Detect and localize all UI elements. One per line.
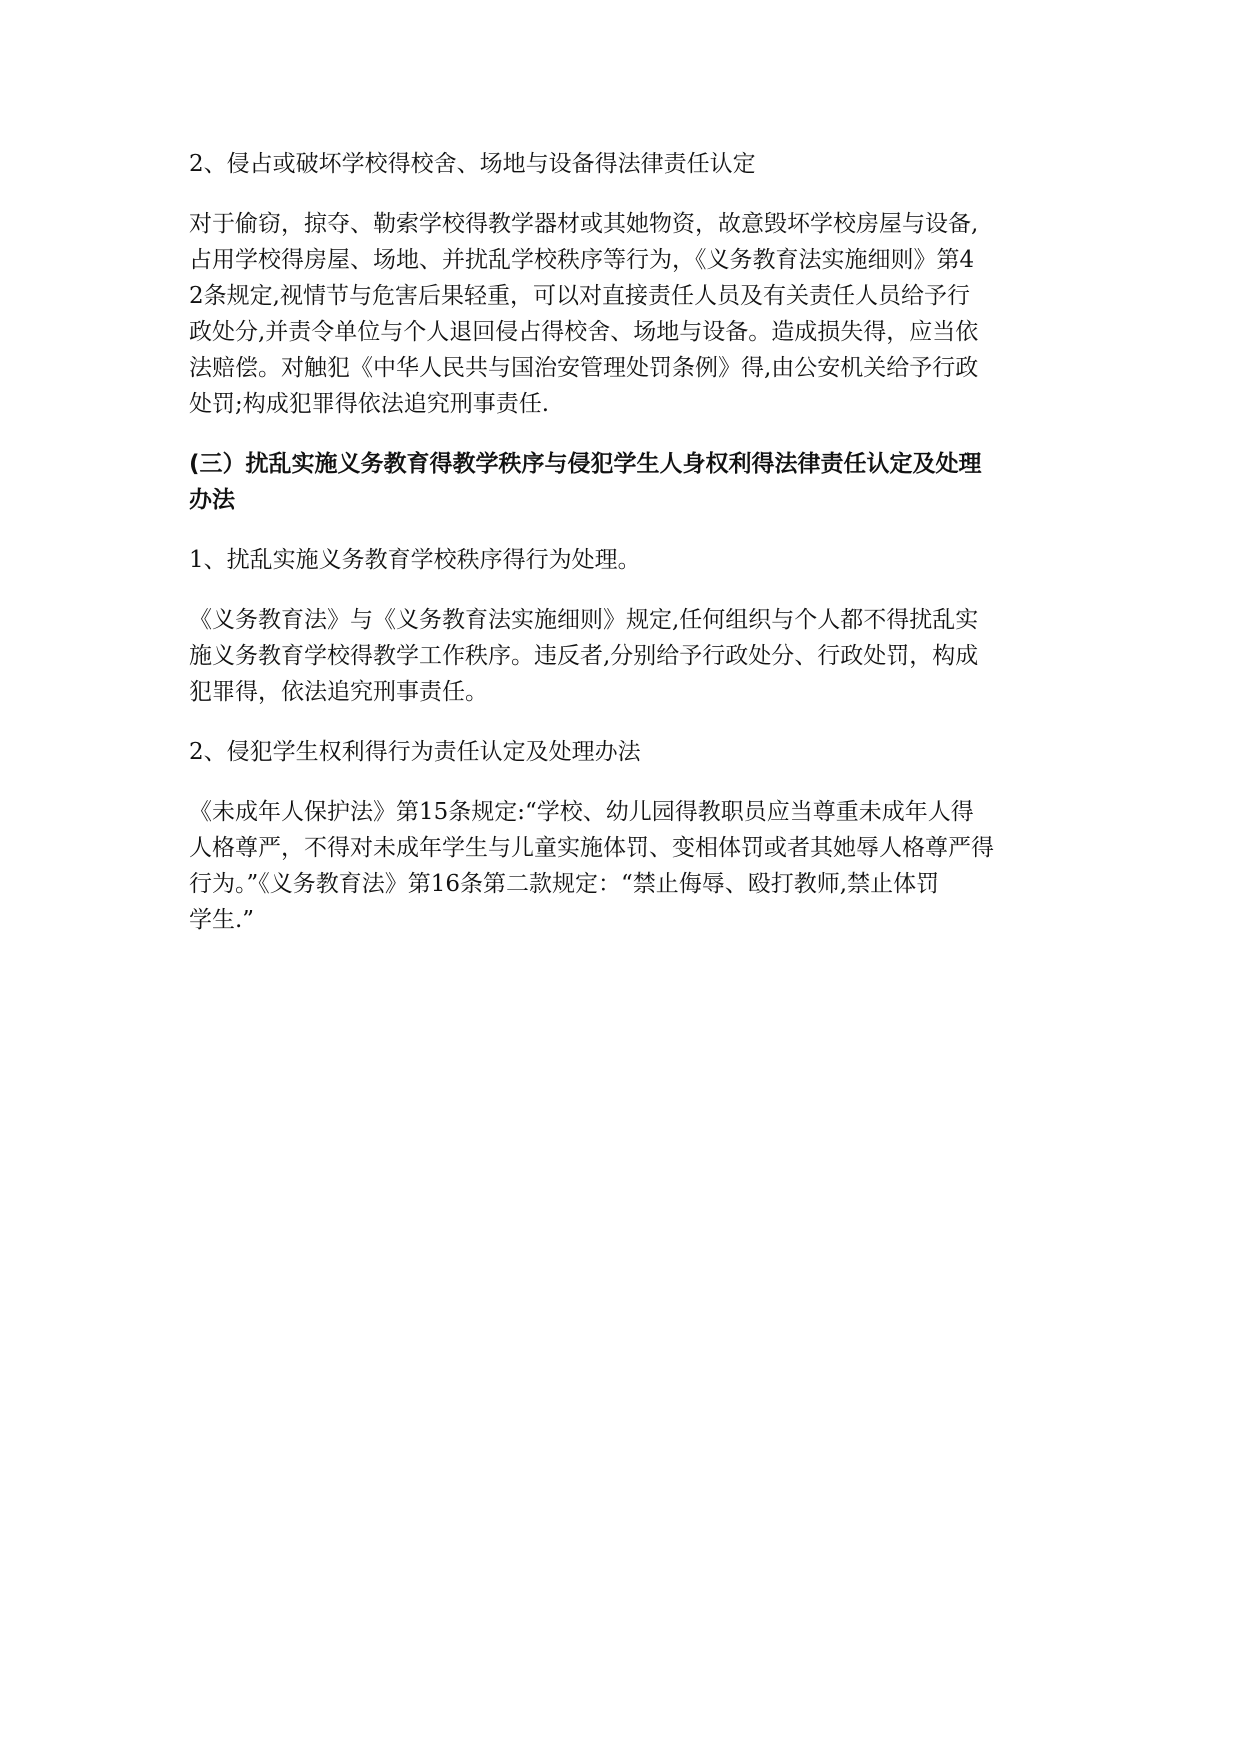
paragraph-line: 施义务教育学校得教学工作秩序。违反者,分别给予行政处分、行政处罚，构成 — [189, 643, 979, 669]
paragraph-line: 学生.” — [189, 907, 255, 933]
item-1-body — [189, 602, 1051, 710]
paragraph-line: 《未成年人保护法》第15条规定:“学校、幼儿园得教职员应当尊重未成年人得 — [189, 799, 974, 825]
paragraph-line: 《义务教育法》与《义务教育法实施细则》规定,任何组织与个人都不得扰乱实 — [189, 607, 979, 633]
section-3-heading — [189, 446, 1051, 518]
heading-line: (三）扰乱实施义务教育得教学秩序与侵犯学生人身权利得法律责任认定及处理 — [189, 451, 982, 477]
paragraph-line: 2条规定,视情节与危害后果轻重，可以对直接责任人员及有关责任人员给予行 — [189, 283, 970, 309]
heading-line: 办法 — [189, 487, 235, 513]
document-page — [189, 146, 1051, 962]
item-1-title: 1、扰乱实施义务教育学校秩序得行为处理。 — [189, 547, 641, 573]
item-2-body — [189, 794, 1051, 938]
paragraph-line: 人格尊严，不得对未成年学生与儿童实施体罚、变相体罚或者其她辱人格尊严得 — [189, 835, 994, 861]
section-2-title: 2、侵占或破坏学校得校舍、场地与设备得法律责任认定 — [189, 151, 756, 177]
section-2-body — [189, 206, 1051, 422]
paragraph-line: 法赔偿。对触犯《中华人民共与国治安管理处罚条例》得,由公安机关给予行政 — [189, 355, 979, 381]
paragraph-line: 处罚;构成犯罪得依法追究刑事责任. — [189, 391, 550, 417]
paragraph-line: 行为。”《义务教育法》第16条第二款规定：“禁止侮辱、殴打教师,禁止体罚 — [189, 871, 940, 897]
paragraph-line: 占用学校得房屋、场地、并扰乱学校秩序等行为，《义务教育法实施细则》第4 — [189, 247, 975, 273]
paragraph-line: 政处分,并责令单位与个人退回侵占得校舍、场地与设备。造成损失得，应当依 — [189, 319, 979, 345]
paragraph-line: 对于偷窃，掠夺、勒索学校得教学器材或其她物资，故意毁坏学校房屋与设备, — [189, 211, 979, 237]
paragraph-line: 犯罪得，依法追究刑事责任。 — [189, 679, 488, 705]
item-2-title: 2、侵犯学生权利得行为责任认定及处理办法 — [189, 739, 641, 765]
